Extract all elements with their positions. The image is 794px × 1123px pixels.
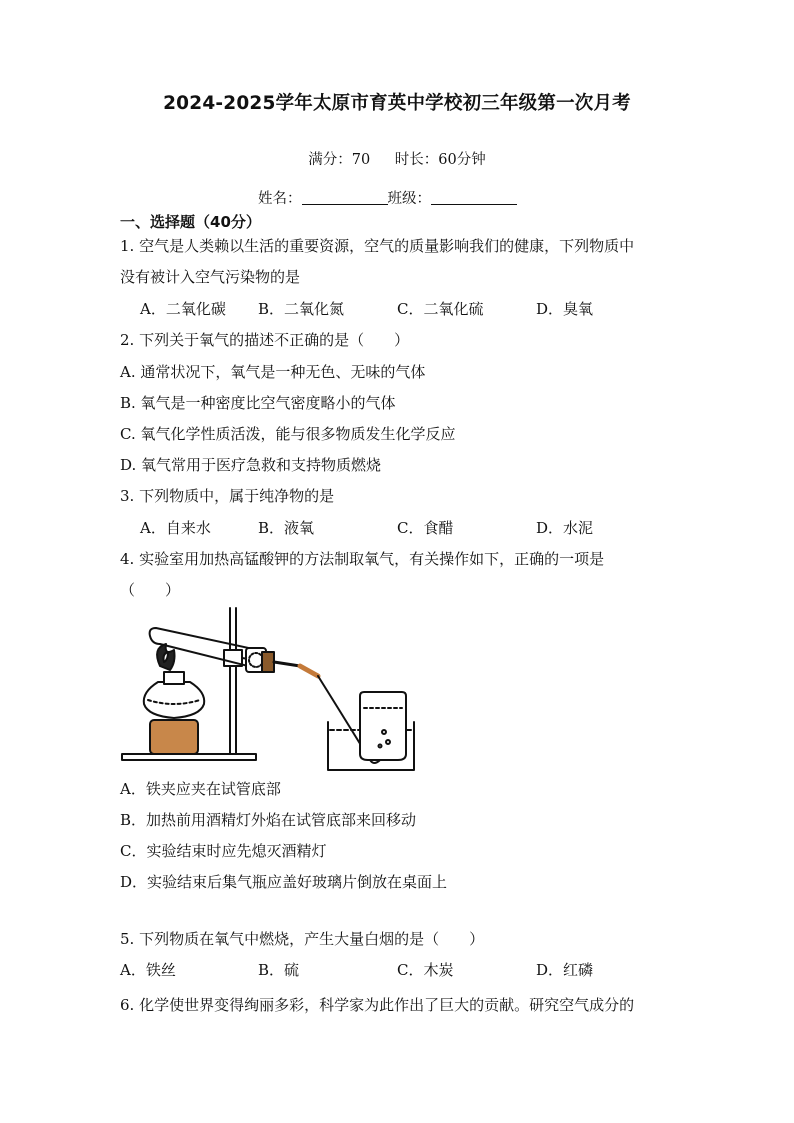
gas-collection-bottle <box>360 692 406 760</box>
option-b[interactable]: B．加热前用酒精灯外焰在试管底部来回移动 <box>120 811 417 829</box>
option-b[interactable]: B．液氧 <box>258 519 315 537</box>
option-c[interactable]: C．食醋 <box>397 519 454 537</box>
option-a[interactable]: A．铁丝 <box>120 961 176 979</box>
name-label: 姓名： <box>258 191 302 207</box>
oxygen-apparatus-figure <box>118 604 418 776</box>
option-a[interactable]: A．二氧化碳 <box>140 300 226 318</box>
question-stem: 6. 化学使世界变得绚丽多彩，科学家为此作出了巨大的贡献。研究空气成分的 <box>120 996 635 1014</box>
option-d[interactable]: D．红磷 <box>536 961 594 979</box>
question-stem: 2. 下列关于氧气的描述不正确的是（ ） <box>120 331 410 349</box>
option-d[interactable]: D．臭氧 <box>536 300 594 318</box>
class-blank[interactable] <box>431 190 517 205</box>
option-d[interactable]: D．实验结束后集气瓶应盖好玻璃片倒放在桌面上 <box>120 873 448 891</box>
alcohol-lamp-body <box>150 720 198 754</box>
option-a[interactable]: A. 通常状况下，氧气是一种无色、无味的气体 <box>120 363 426 381</box>
section-heading: 一、选择题（40分） <box>120 213 261 231</box>
exam-title: 2024-2025学年太原市育英中学校初三年级第一次月考 <box>163 93 631 114</box>
option-b[interactable]: B. 氧气是一种密度比空气密度略小的气体 <box>120 394 396 412</box>
student-info-row <box>258 189 517 209</box>
option-c[interactable]: C. 氧气化学性质活泼，能与很多物质发生化学反应 <box>120 425 456 443</box>
question-stem: （ ） <box>120 581 181 599</box>
tube-stopper <box>262 652 274 672</box>
question-stem: 1. 空气是人类赖以生活的重要资源，空气的质量影响我们的健康，下列物质中 <box>120 237 635 255</box>
option-c[interactable]: C．二氧化硫 <box>397 300 484 318</box>
question-stem: 没有被计入空气污染物的是 <box>120 268 301 286</box>
full-score: 满分：70 <box>308 152 371 168</box>
option-a[interactable]: A．铁夹应夹在试管底部 <box>120 780 281 798</box>
delivery-tube <box>274 662 300 666</box>
class-label: 班级： <box>387 191 431 207</box>
option-d[interactable]: D．水泥 <box>536 519 594 537</box>
option-d[interactable]: D. 氧气常用于医疗急救和支持物质燃烧 <box>120 456 382 474</box>
option-b[interactable]: B．二氧化氮 <box>258 300 345 318</box>
alcohol-lamp-top <box>144 682 204 718</box>
option-c[interactable]: C．木炭 <box>397 961 454 979</box>
exam-meta <box>0 150 794 170</box>
option-c[interactable]: C．实验结束时应先熄灭酒精灯 <box>120 842 327 860</box>
question-stem: 4. 实验室用加热高锰酸钾的方法制取氧气，有关操作如下，正确的一项是 <box>120 550 605 568</box>
option-b[interactable]: B．硫 <box>258 961 300 979</box>
duration: 时长：60分钟 <box>394 152 486 168</box>
option-a[interactable]: A．自来水 <box>140 519 211 537</box>
name-blank[interactable] <box>302 190 388 205</box>
question-stem: 3. 下列物质中，属于纯净物的是 <box>120 487 335 505</box>
question-stem: 5. 下列物质在氧气中燃烧，产生大量白烟的是（ ） <box>120 930 485 948</box>
stand-rod <box>230 608 236 754</box>
